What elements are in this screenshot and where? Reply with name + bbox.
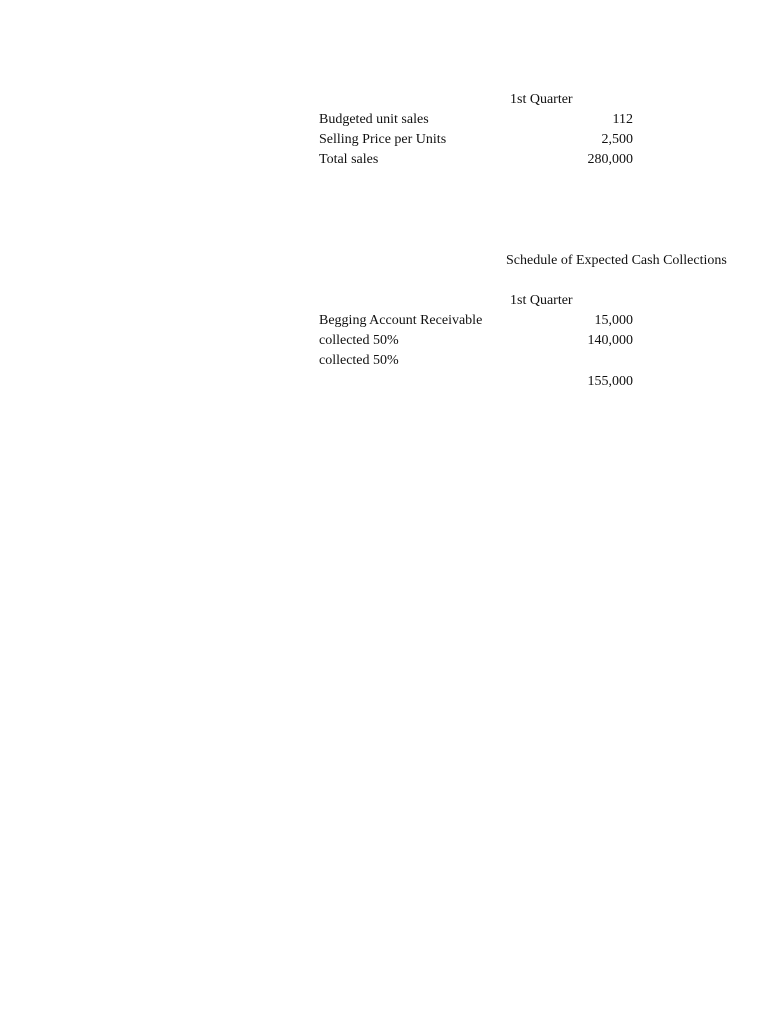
collections-quarter-header: 1st Quarter <box>510 293 573 308</box>
total-collections-value: 155,000 <box>587 374 633 389</box>
total-sales-label: Total sales <box>319 152 379 167</box>
total-sales-value: 280,000 <box>587 152 633 167</box>
selling-price-value: 2,500 <box>601 132 633 147</box>
sales-quarter-header: 1st Quarter <box>510 92 573 107</box>
collected-second-label: collected 50% <box>319 353 399 368</box>
beginning-receivable-value: 15,000 <box>594 313 633 328</box>
budgeted-unit-sales-value: 112 <box>612 112 633 127</box>
beginning-receivable-label: Begging Account Receivable <box>319 313 483 328</box>
budgeted-unit-sales-label: Budgeted unit sales <box>319 112 429 127</box>
collections-schedule-title: Schedule of Expected Cash Collections <box>506 253 727 268</box>
collected-first-label: collected 50% <box>319 333 399 348</box>
selling-price-label: Selling Price per Units <box>319 132 447 147</box>
collected-first-value: 140,000 <box>587 333 633 348</box>
